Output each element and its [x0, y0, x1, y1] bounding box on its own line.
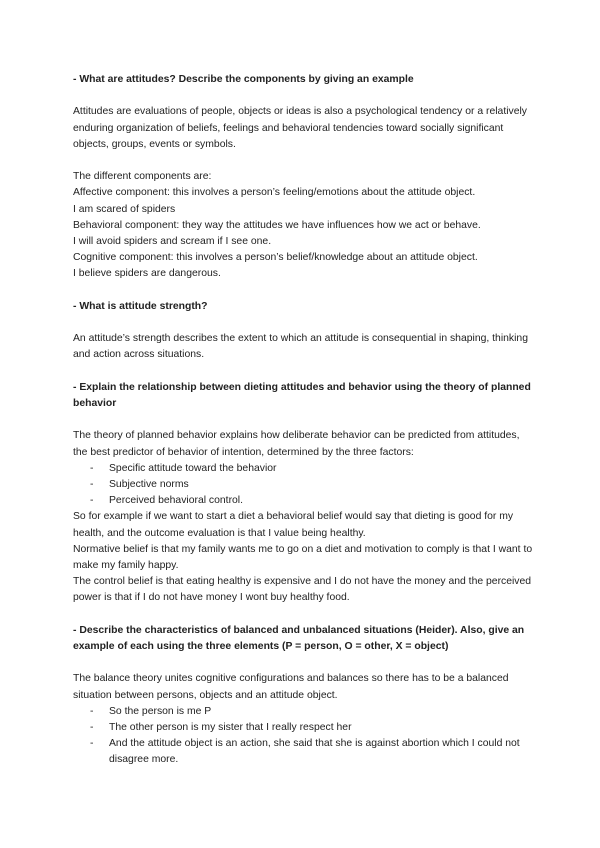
cognitive-component: Cognitive component: this involves a person’s belief/knowledge about an attitude object.	[73, 252, 478, 264]
cognitive-example: I believe spiders are dangerous.	[73, 268, 221, 280]
affective-component: Affective component: this involves a person’s feeling/emotions about the attitude object.	[73, 187, 476, 199]
document-content	[73, 72, 533, 769]
factors-list	[73, 461, 533, 510]
question-attitudes: - What are attitudes? Describe the components by giving an example	[73, 74, 414, 85]
list-item: - And the attitude object is an action, she said that she is against abortion which I could not disagree more.	[73, 736, 533, 768]
list-item: - The other person is my sister that I really respect her	[73, 720, 533, 736]
question-heider-balance: - Describe the characteristics of balanced and unbalanced situations (Heider). Also, give an example of each using the three elements (P = person, O = other, X = object)	[73, 624, 525, 652]
elements-list	[73, 704, 533, 769]
list-item: - So the person is me P	[73, 704, 533, 720]
list-item: - Specific attitude toward the behavior	[73, 461, 533, 477]
attitudes-definition: Attitudes are evaluations of people, objects or ideas is also a psychological tendency or a relatively enduring organization of beliefs, feelings and behavioral tendencies toward socially significant objects, groups, events or symbols.	[73, 106, 527, 150]
normative-belief: Normative belief is that my family wants me to go on a diet and motivation to comply is that I want to make my family happy.	[73, 543, 533, 571]
components-intro: The different components are:	[73, 171, 212, 183]
question-planned-behavior: - Explain the relationship between dieting attitudes and behavior using the theory of planned behavior	[73, 381, 531, 409]
question-attitude-strength: - What is attitude strength?	[73, 300, 208, 312]
list-item: - Subjective norms	[73, 477, 533, 493]
diet-example: So for example if we want to start a diet a behavioral belief would say that dieting is good for my health, and the outcome evaluation is that I value being healthy.	[73, 511, 514, 539]
list-item: - Perceived behavioral control.	[73, 493, 533, 509]
balance-theory-intro: The balance theory unites cognitive configurations and balances so there has to be a balanced situation between persons, objects and an attitude object.	[73, 673, 509, 701]
affective-example: I am scared of spiders	[73, 203, 176, 215]
attitude-strength-answer: An attitude’s strength describes the extent to which an attitude is consequential in shaping, thinking and action across situations.	[73, 333, 528, 361]
behavioral-component: Behavioral component: they way the attitudes we have influences how we act or behave.	[73, 219, 481, 231]
control-belief: The control belief is that eating healthy is expensive and I do not have the money and the perceived power is that if I do not have money I wont buy healthy food.	[73, 576, 532, 604]
behavioral-example: I will avoid spiders and scream if I see one.	[73, 236, 272, 247]
planned-behavior-intro: The theory of planned behavior explains how deliberate behavior can be predicted from attitudes, the best predictor of behavior of intention, determined by the three factors:	[73, 430, 520, 458]
